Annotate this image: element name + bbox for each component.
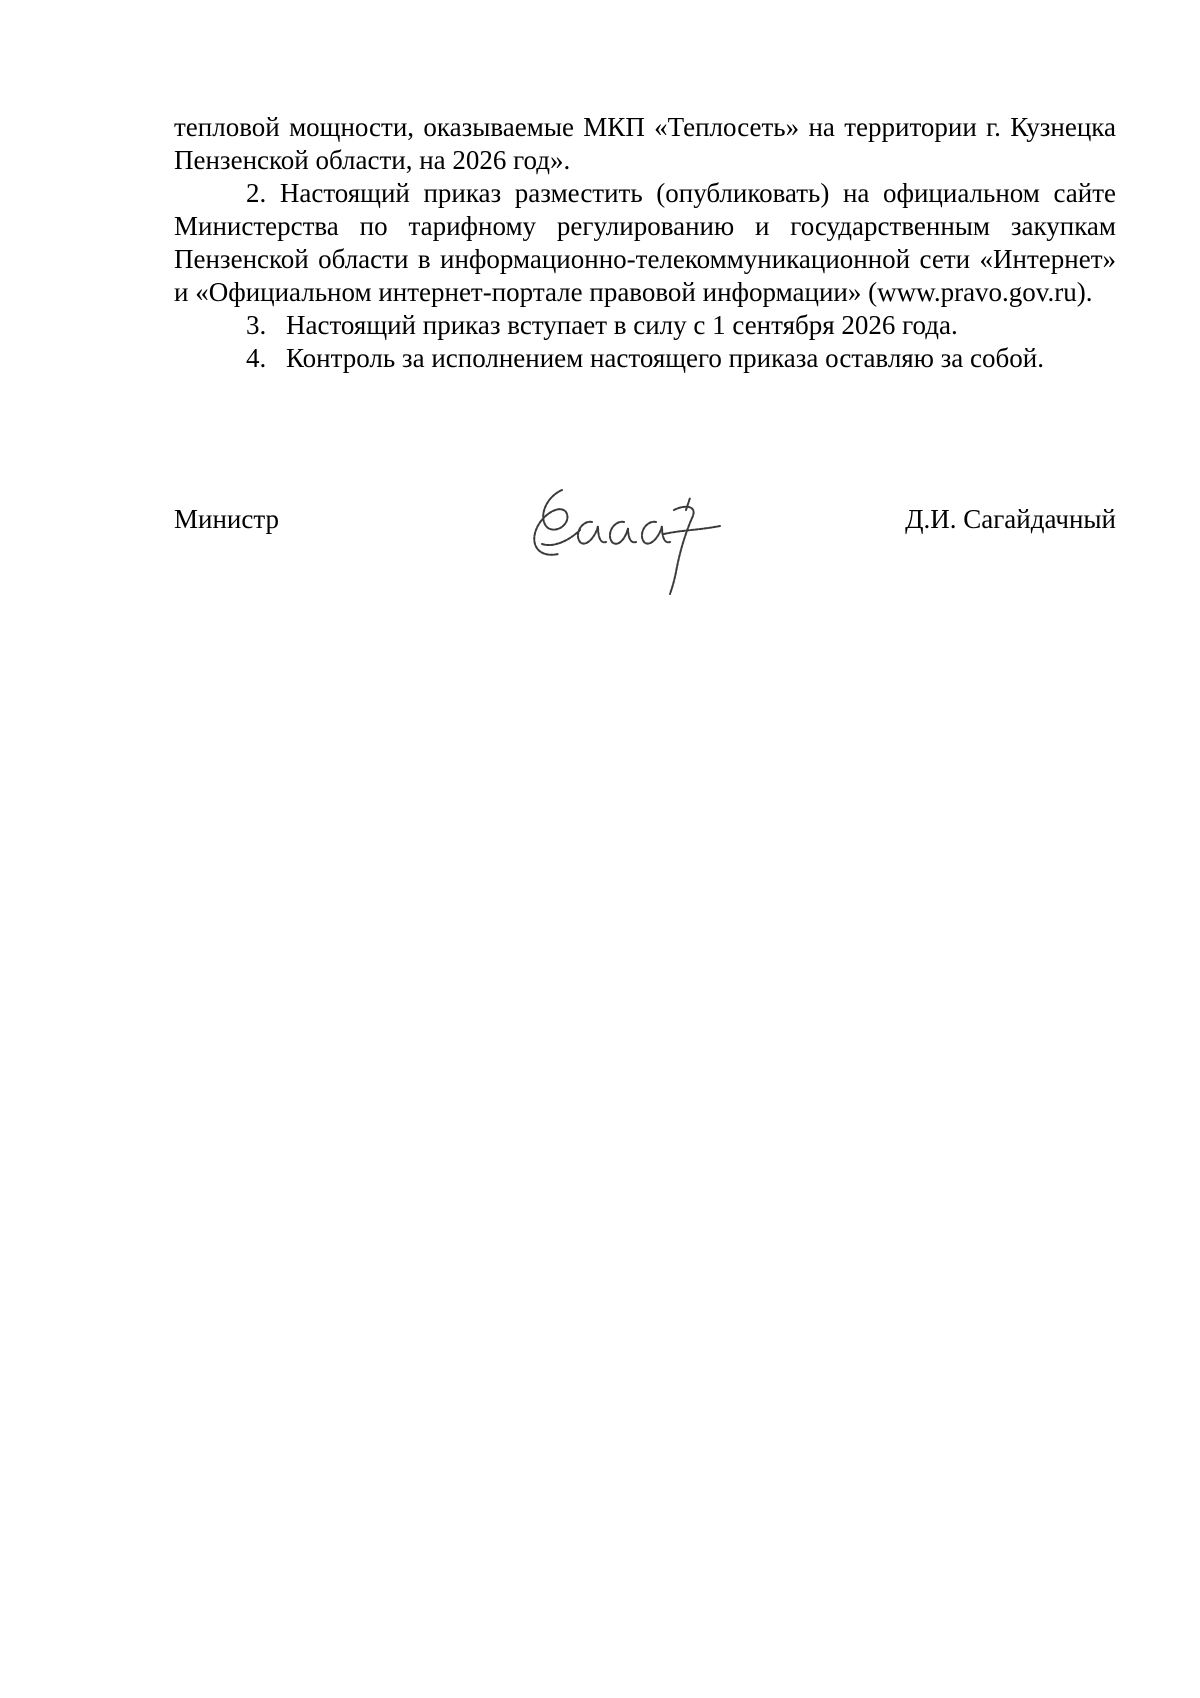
list-item-4 bbox=[174, 342, 1116, 375]
handwritten-signature-icon bbox=[514, 470, 774, 600]
signatory-name: Д.И. Сагайдачный bbox=[905, 504, 1116, 534]
list-item-3-number: 3. bbox=[246, 310, 267, 340]
document-body bbox=[174, 111, 1116, 375]
list-item-3-text: Настоящий приказ вступает в силу с 1 сентября 2026 года. bbox=[286, 310, 958, 340]
signatory-position: Министр bbox=[174, 504, 279, 534]
signature-block bbox=[174, 470, 1116, 600]
paragraph-item-2: 2. Настоящий приказ разместить (опубликовать) на официальном сайте Министерства по тарифному регулированию и государственным закупкам Пензенской области в информационно-телекоммуникационной сети «Интернет» и «Официальном интернет-портале правовой информации» (www.pravo.gov.ru). bbox=[174, 178, 1116, 307]
list-item-4-text: Контроль за исполнением настоящего приказа оставляю за собой. bbox=[286, 343, 1044, 373]
list-item-3 bbox=[174, 309, 1116, 342]
list-item-4-number: 4. bbox=[246, 343, 267, 373]
paragraph-continuation: тепловой мощности, оказываемые МКП «Теплосеть» на территории г. Кузнецка Пензенской области, на 2026 год». bbox=[174, 112, 1116, 175]
